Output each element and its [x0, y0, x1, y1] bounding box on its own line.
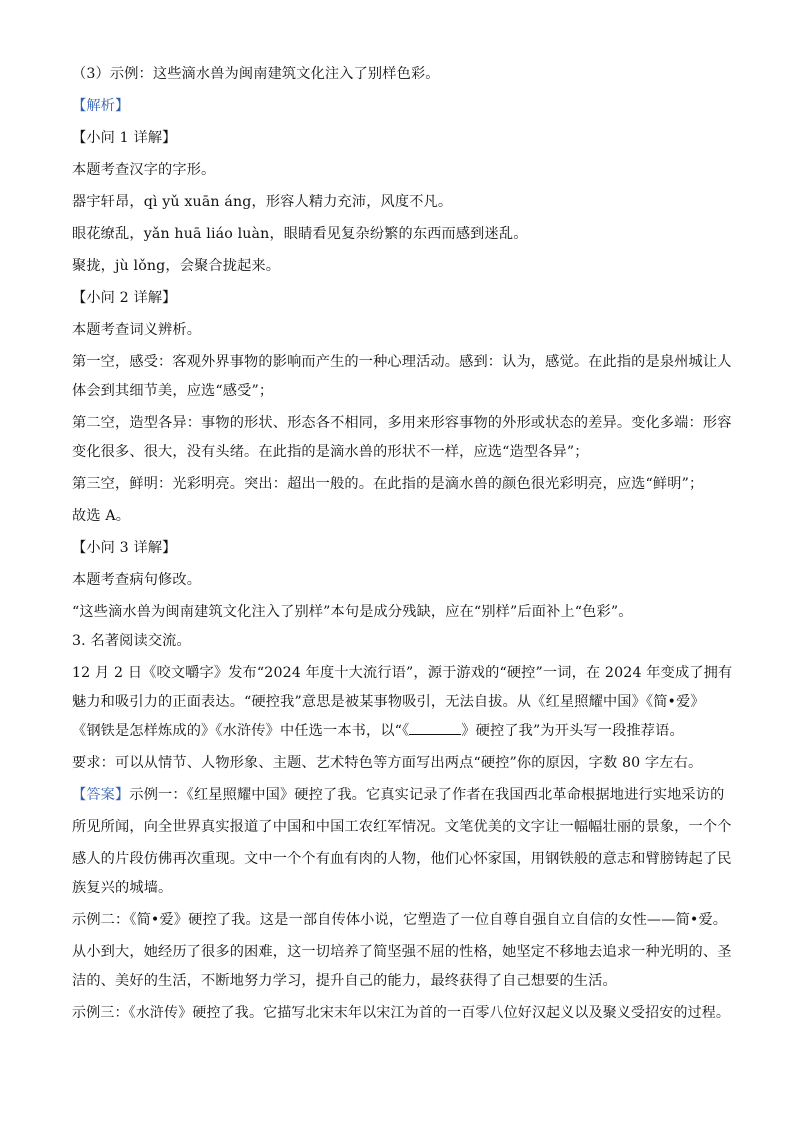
- book-choice-line: [72, 721, 734, 741]
- text-line: 洁的、美好的生活，不断地努力学习，提升自己的能力，最终获得了自己想要的生活。: [72, 973, 617, 989]
- text-line: 示例二：《简•爱》硬控了我。这是一部自传体小说，它塑造了一位自尊自强自立自信的女性——简•爱。: [72, 912, 728, 928]
- text-line: 聚拢，jù lǒng，会聚合拢起来。: [72, 258, 281, 274]
- text-line: 示例三：《水浒传》硬控了我。它描写北宋末年以宋江为首的一百零八位好汉起义以及聚义受招安的过程。: [72, 1005, 731, 1021]
- answer-blank: [409, 722, 461, 735]
- text-line: 眼花缭乱，yǎn huā liáo luàn，眼睛看见复杂纷繁的东西而感到迷乱。: [72, 226, 528, 242]
- answer-tag: 【答案】: [72, 787, 130, 803]
- book-line-after: 》硬控了我”为开头写一段推荐语。: [461, 723, 684, 739]
- text-line: 3. 名著阅读交流。: [72, 633, 191, 649]
- text-line: 器宇轩昂，qì yǔ xuān áng，形容人精力充沛，风度不凡。: [72, 194, 453, 210]
- text-line: 体会到其细节美，应选“感受”；: [72, 383, 274, 399]
- text-line: （3）示例：这些滴水兽为闽南建筑文化注入了别样色彩。: [72, 66, 440, 82]
- text-line: 【小问 2 详解】: [72, 290, 177, 306]
- answer-line: [72, 785, 734, 805]
- text-line: 要求：可以从情节、人物形象、主题、艺术特色等方面写出两点“硬控”你的原因，字数 80 字左右。: [72, 755, 703, 771]
- text-line: 故选 A。: [72, 508, 131, 524]
- text-line: “这些滴水兽为闽南建筑文化注入了别样”本句是成分残缺，应在“别样”后面补上“色彩”。: [72, 604, 633, 620]
- text-line: 12 月 2 日《咬文嚼字》发布“2024 年度十大流行语”，源于游戏的“硬控”一词，在 2024 年变成了拥有: [72, 665, 733, 681]
- text-line: 【小问 3 详解】: [72, 540, 177, 556]
- text-line: 变化很多、很大，没有头绪。在此指的是滴水兽的形状不一样，应选“造型各异”；: [72, 444, 589, 460]
- text-line: 本题考查词义辨析。: [72, 322, 202, 338]
- text-line: 第三空，鲜明：光彩明亮。突出：超出一般的。在此指的是滴水兽的颜色很光彩明亮，应选“鲜明”；: [72, 476, 704, 492]
- text-line: 本题考查汉字的字形。: [72, 162, 216, 178]
- text-line: 第一空，感受：客观外界事物的影响而产生的一种心理活动。感到：认为，感觉。在此指的是泉州城让人: [72, 354, 732, 370]
- text-line: 魅力和吸引力的正面表达。“硬控我”意思是被某事物吸引，无法自拔。从《红星照耀中国》《简•爱》: [72, 694, 705, 710]
- text-line: 本题考查病句修改。: [72, 572, 202, 588]
- text-line: 族复兴的城墙。: [72, 880, 173, 896]
- book-line-before: 《钢铁是怎样炼成的》《水浒传》中任选一本书，以“《: [72, 723, 410, 739]
- text-line: 感人的片段仿佛再次重现。文中一个个有血有肉的人物，他们心怀家国，用钢铁般的意志和臂膀铸起了民: [72, 851, 732, 867]
- text-line: 第二空，造型各异：事物的形状、形态各不相同，多用来形容事物的外形或状态的差异。变化多端：形容: [72, 415, 732, 431]
- answer-text: 示例一：《红星照耀中国》硬控了我。它真实记录了作者在我国西北革命根据地进行实地采访的: [129, 787, 725, 803]
- analysis-tag: 【解析】: [72, 98, 130, 114]
- text-line: 从小到大，她经历了很多的困难，这一切培养了简坚强不屈的性格，她坚定不移地去追求一种光明的、圣: [72, 944, 732, 960]
- text-line: 所见所闻，向全世界真实报道了中国和中国工农红军情况。文笔优美的文字让一幅幅壮丽的景象，一个个: [72, 819, 732, 835]
- text-line: 【小问 1 详解】: [72, 130, 177, 146]
